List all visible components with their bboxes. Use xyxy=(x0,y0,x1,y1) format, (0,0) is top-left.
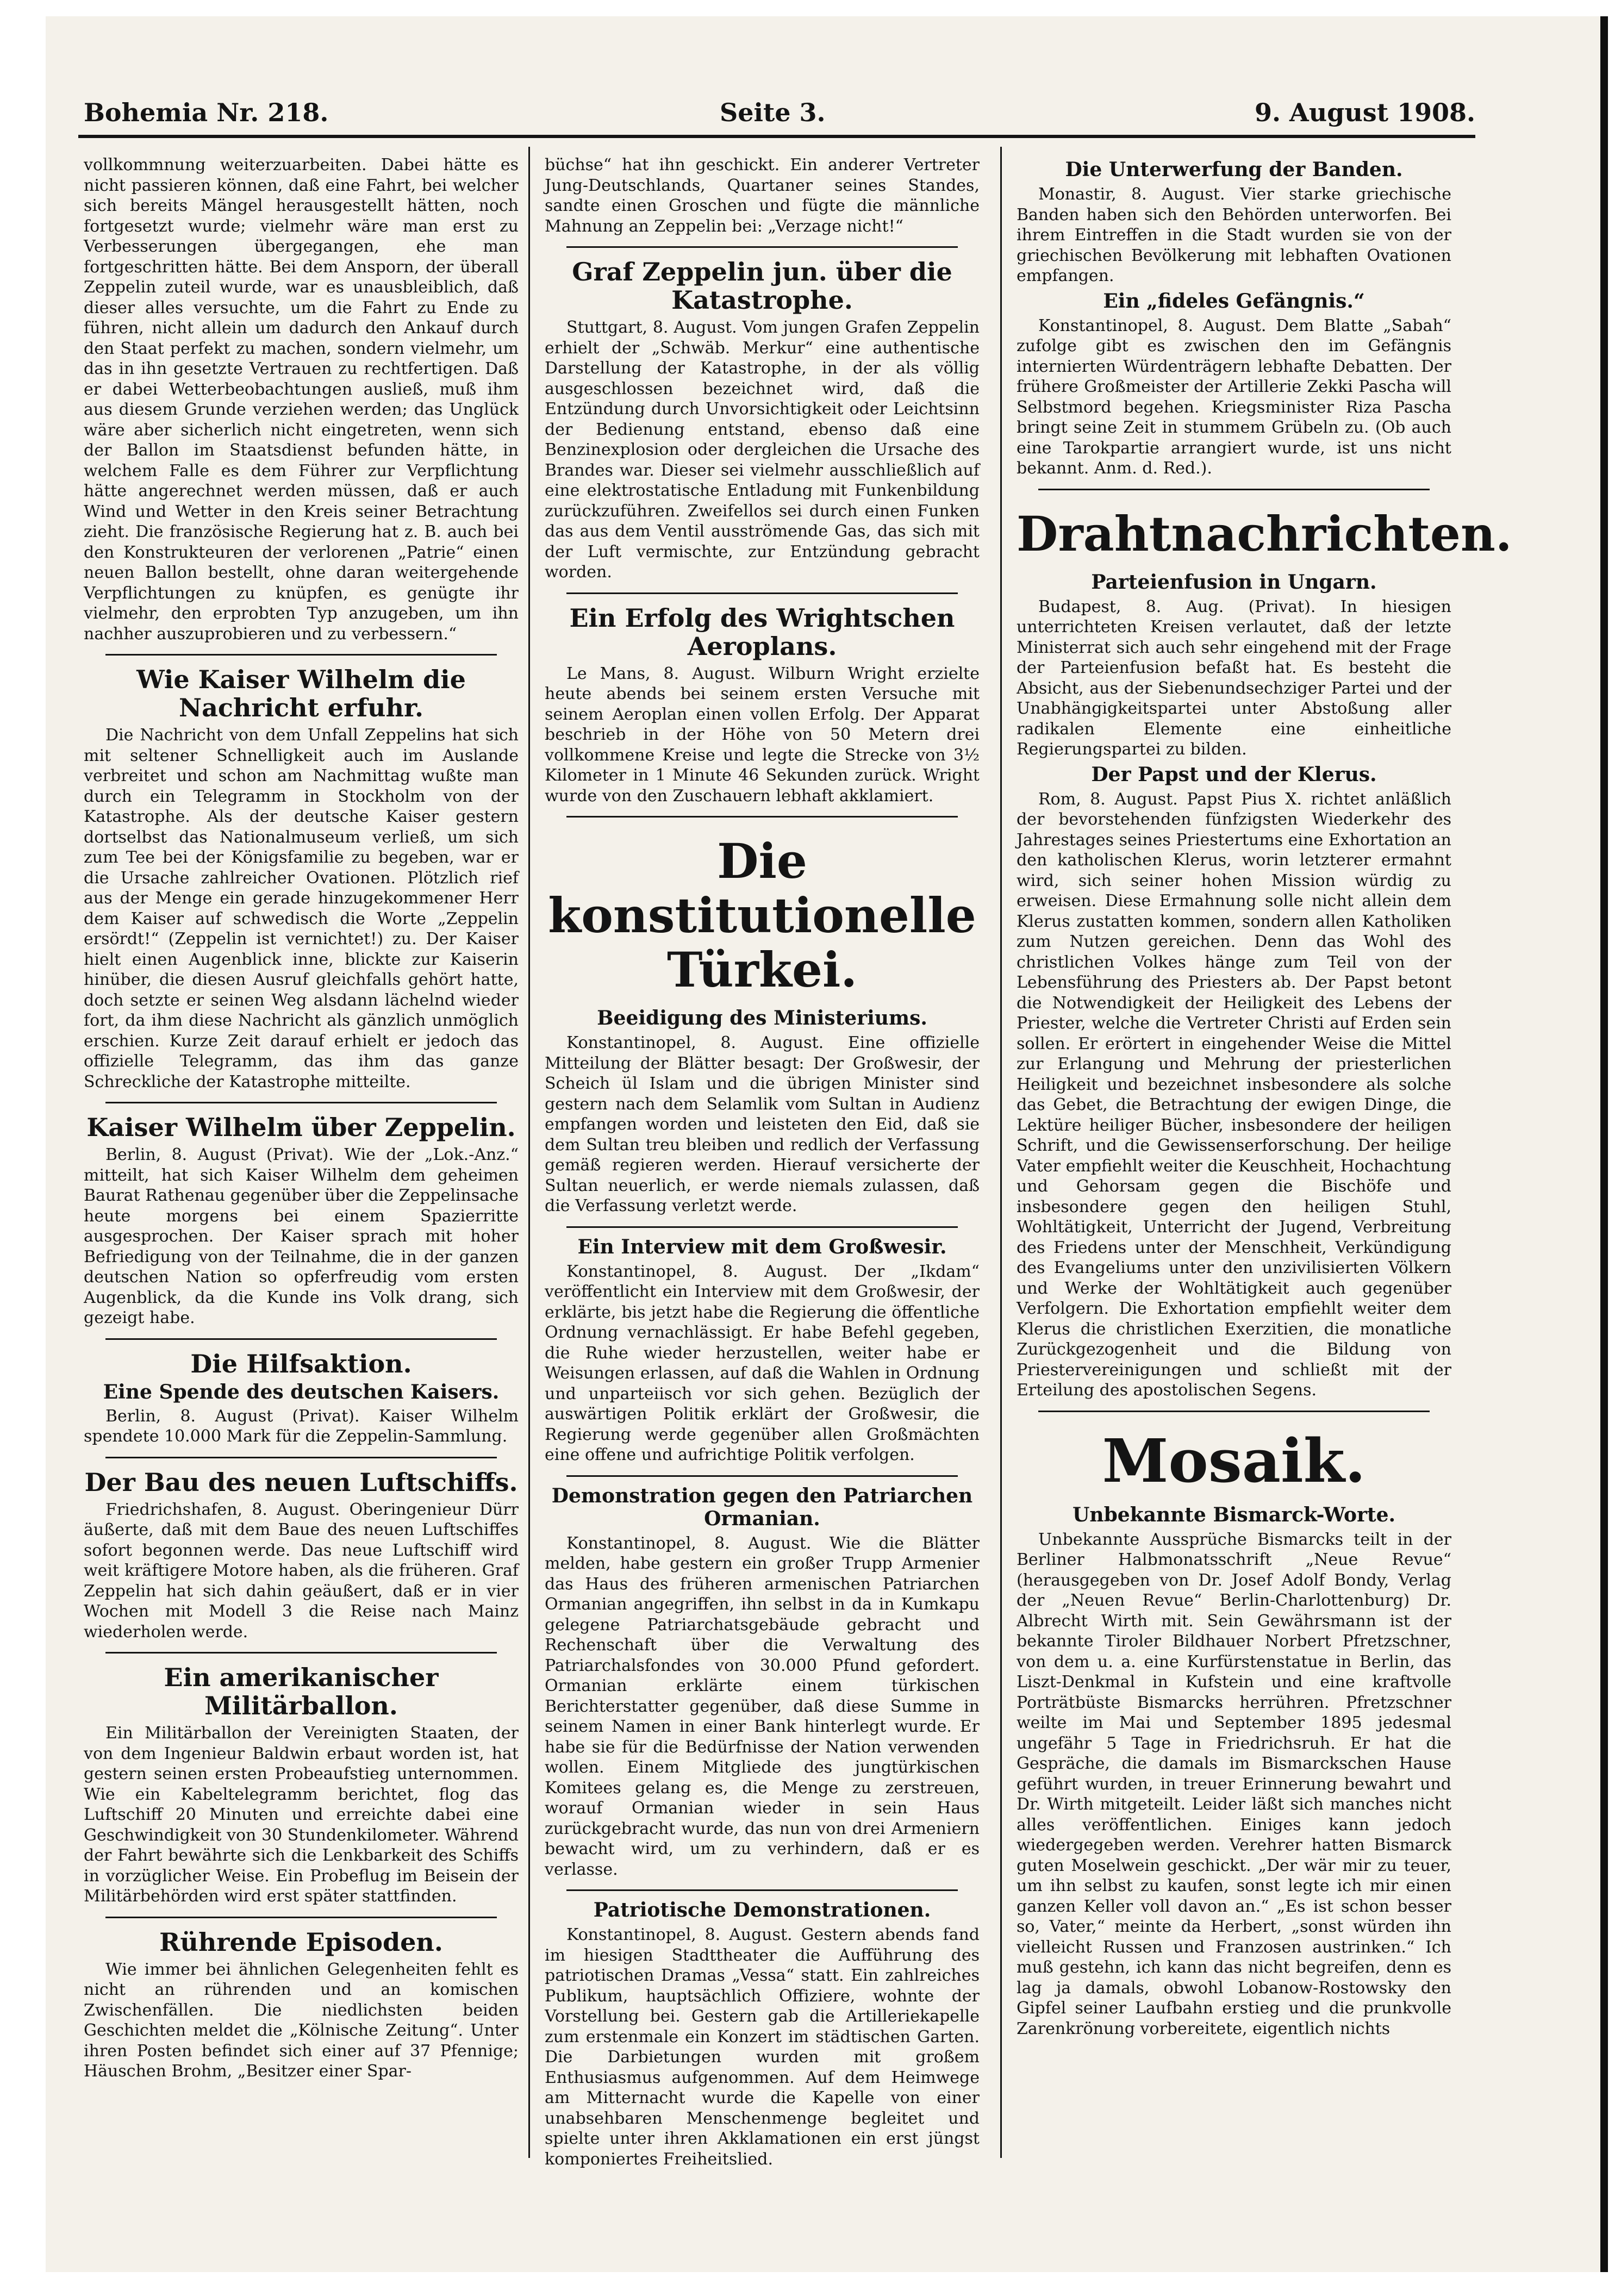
article-headline: Die Unterwerfung der Banden. xyxy=(1065,158,1403,181)
article-text: büchse“ hat ihn geschickt. Ein anderer Vertreter Jung-Deutschlands, Quartaner seines Standes, sandte einen Groschen und fügte die männliche Mahnung an Zeppelin bei: „Verzage nicht!“ xyxy=(545,155,980,236)
article-text: Wie immer bei ähnlichen Gelegenheiten fehlt es nicht an rührenden und an komischen Zwischenfällen. Die niedlichsten beiden Geschichten meldet die „Kölnische Zeitung“. Unter ihren Posten befindet sich einer auf 37 Pfennige; Häuschen Brohm, „Besitzer einer Spar- xyxy=(84,1960,519,2081)
article-separator xyxy=(566,246,958,248)
article-text: Unbekannte Aussprüche Bismarcks teilt in der Berliner Halbmonatsschrift „Neue Revue“ (herausgegeben von Dr. Josef Adolf Bondy, Verlag der „Neuen Revue“ Berlin-Charlottenburg) Dr. Albrecht Wirth mit. Sein Gewährsmann ist der bekannte Tiroler Bildhauer Norbert Pfretzschner, von dem u. a. eine Kurfürstenstatue in Berlin, das Liszt-Denkmal in Kufstein und eine kraftvolle Porträtbüste Bismarcks herrühren. Pfretzschner weilte im Mai und September 1895 jedesmal ungefähr 5 Tage in Friedrichsruh. Er hat die Gespräche, die damals im Bismarckschen Hause geführt wurden, in treuer Erinnerung bewahrt und Dr. Wirth mitgeteilt. Leider läßt sich manches nicht alles veröffentlichen. Einiges kann jedoch wiedergegeben werden. Verehrer hatten Bismarck guten Moselwein geschickt. „Der wär mir zu teuer, um ihn selbst zu kaufen, sonst legte ich mir einen ganzen Keller voll davon an.“ „Es ist schon besser so, Vater,“ meinte da Herbert, „sonst würden ihn vielleicht Russen und Franzosen austrinken.“ Ich muß gestehn, ich kann das nicht begreifen, denn es lag ja damals, obwohl Lobanow-Rostowsky den Gipfel seiner Laufbahn erstieg und die prunkvolle Zarenkrönung vorbereitete, eigentlich nichts xyxy=(1017,1530,1451,2038)
article-text: Monastir, 8. August. Vier starke griechische Banden haben sich den Behörden unterworfen. Bei ihrem Eintreffen in die Stadt wurden sie von der griechischen Bevölkerung mit lebhaften Ovationen empfangen. xyxy=(1017,185,1451,285)
article-text: Le Mans, 8. August. Wilburn Wright erzielte heute abends bei seinem ersten Versuche mit seinem Aeroplan einen vollen Erfolg. Der Apparat beschrieb in der Höhe von 50 Metern drei vollkommene Kreise und legte die Strecke von 3½ Kilometer in 1 Minute 46 Sekunden zurück. Wright wurde von den Zuschauern lebhaft akklamiert. xyxy=(545,664,980,806)
article-separator xyxy=(105,654,497,656)
column-3 xyxy=(1017,155,1512,2166)
article-headline: Unbekannte Bismarck-Worte. xyxy=(1073,1503,1395,1526)
article-headline: Ein Interview mit dem Großwesir. xyxy=(577,1235,947,1258)
article-text: Konstantinopel, 8. August. Eine offizielle Mitteilung der Blätter besagt: Der Großwesir, der Scheich ül Islam und die übrigen Minister sind gestern nach dem Selamlik vom Sultan in Audienz empfangen worden und leisteten den Eid, daß sie dem Sultan treu bleiben und redlich der Verfassung gemäß regieren werden. Hierauf versicherte der Sultan neuerlich, er werde niemals zulassen, daß die Verfassung verletzt werde. xyxy=(545,1033,980,1215)
page-number: Seite 3. xyxy=(720,98,826,127)
column-2 xyxy=(545,155,980,2169)
article-separator xyxy=(105,1652,497,1654)
article-text: Stuttgart, 8. August. Vom jungen Grafen Zeppelin erhielt der „Schwäb. Merkur“ eine authentische Darstellung der Katastrophe, in der als völlig ausgeschlossen bezeichnet wird, daß die Entzündung durch Unvorsichtigkeit oder Leichtsinn der Bedienung entstand, ebenso daß eine Benzinexplosion oder dergleichen die Ursache des Brandes war. Dieser sei vielmehr ausschließlich auf eine elektrostatische Entladung mit Funkenbildung zurückzuführen. Zweifellos sei durch einen Funken das aus dem Ventil ausströmende Gas, das sich mit der Luft vermischte, zur Entzündung gebracht worden. xyxy=(545,318,980,582)
article-headline: Parteienfusion in Ungarn. xyxy=(1091,570,1377,594)
article-text: Ein Militärballon der Vereinigten Staaten, der von dem Ingenieur Baldwin erbaut worden ist, hat gestern seinen ersten Probeaufstieg unternommen. Wie ein Kabeltelegramm berichtet, flog das Luftschiff 20 Minuten und erreichte dabei eine Geschwindigkeit von 30 Stundenkilometer. Während der Fahrt bewährte sich die Lenkbarkeit des Schiffs in vorzüglicher Weise. Ein Probeflug im Beisein der Militärbehörden wird erst später stattfinden. xyxy=(84,1724,519,1906)
header-rule xyxy=(78,135,1475,138)
article-headline: Ein Erfolg des Wrightschen Aeroplans. xyxy=(569,603,955,661)
article-separator xyxy=(566,816,958,818)
article-text: vollkommnung weiterzuarbeiten. Dabei hätte es nicht passieren können, daß eine Fahrt, bei welcher sich bereits Mängel herausgestellt hätten, noch fortgesetzt wurde; vielmehr wäre man erst zu Verbesserungen übergegangen, ehe man fortgeschritten hätte. Bei dem Ansporn, der überall Zeppelin zuteil wurde, war es unausbleiblich, daß dieser alles versuchte, um die Fahrt zu Ende zu führen, nicht allein um dadurch den Ankauf durch den Staat perfekt zu machen, sondern vielmehr, um das in ihn gesetzte Vertrauen zu rechtfertigen. Daß er dabei Wetterbeobachtungen ausließ, muß ihm aus diesem Grunde verziehen werden; das Unglück wäre aber sicherlich nicht eingetreten, wenn sich der Ballon im Staatsdienst befunden hätte, in welchem Falle es dem Führer zur Verpflichtung hätte angerechnet werden müssen, daß er auch Wind und Wetter in den Kreis seiner Betrachtung zieht. Die französische Regierung hat z. B. auch bei den Konstrukteuren der verlorenen „Patrie“ einen neuen Ballon bestellt, ohne daran weitergehende Verpflichtungen zu knüpfen, es genügte ihr vielmehr, den erprobten Typ anzugeben, um ihn nachher auszuprobieren und zu verbessern.“ xyxy=(84,155,519,644)
issue-date: 9. August 1908. xyxy=(1255,98,1475,127)
article-headline: Patriotische Demonstrationen. xyxy=(593,1899,931,1921)
article-text: Berlin, 8. August (Privat). Wie der „Lok.-Anz.“ mitteilt, hat sich Kaiser Wilhelm dem geheimen Baurat Rathenau gegenüber über die Zeppelinsache heute morgens bei einem Spazierritte ausgesprochen. Der Kaiser sprach mit hoher Befriedigung von der Teilnahme, die in der ganzen deutschen Nation so opferfreudig vom ersten Augenblick, da die Kunde ins Volk drang, sich gezeigt habe. xyxy=(84,1145,519,1327)
article-text: Die Nachricht von dem Unfall Zeppelins hat sich mit seltener Schnelligkeit auch im Auslande verbreitet und schon am Nachmittag wußte man durch ein Telegramm in Stockholm von der Katastrophe. Als der deutsche Kaiser gestern dortselbst das Nationalmuseum verließ, um sich zum Tee bei der Königsfamilie zu begeben, war er die Ursache zahlreicher Ovationen. Plötzlich rief aus der Menge ein gerade hinzugekommener Herr dem Kaiser auf schwedisch die Worte „Zeppelin ersördt!“ (Zeppelin ist vernichtet!) zu. Der Kaiser hielt einen Augenblick inne, blickte zur Kaiserin hinüber, die diesen Ausruf gleichfalls gehört hatte, doch setzte er seinen Weg alsdann lächelnd wieder fort, da ihm diese Nachricht als gänzlich unmöglich erschien. Kurze Zeit darauf erhielt er jedoch das offizielle Telegramm, das ihm das ganze Schreckliche der Katastrophe mitteilte. xyxy=(84,726,519,1091)
article-text: Budapest, 8. Aug. (Privat). In hiesigen unterrichteten Kreisen verlautet, daß der letzte Ministerrat sich auch sehr eingehend mit der Frage der Parteienfusion befaßt hat. Es besteht die Absicht, aus der Siebenundsechziger Partei und der Unabhängigkeitspartei unter Abstoßung aller radikalen Elemente eine einheitliche Regierungspartei zu bilden. xyxy=(1017,597,1451,759)
article-text: Konstantinopel, 8. August. Dem Blatte „Sabah“ zufolge gibt es zwischen den im Gefängnis internierten Würdenträgern lebhafte Debatten. Der frühere Großmeister der Artillerie Zekki Pascha will Selbstmord begehen. Kriegsminister Riza Pascha bringt seine Zeit in stummem Grübeln zu. (Ob auch eine Tarokpartie arrangiert wurde, ist uns nicht bekannt. Anm. d. Red.). xyxy=(1017,316,1451,478)
article-text: Friedrichshafen, 8. August. Oberingenieur Dürr äußerte, daß mit dem Baue des neuen Luftschiffes sofort begonnen werde. Das neue Luftschiff wird weit kräftigere Motore haben, als die früheren. Graf Zeppelin hat sich dahin geäußert, daß er in vier Wochen mit Modell 3 die Reise nach Mainz wiederholen werde. xyxy=(84,1500,519,1642)
section-heading: Mosaik. xyxy=(1102,1425,1366,1496)
article-separator xyxy=(566,1889,958,1891)
article-headline: Die Hilfsaktion. xyxy=(190,1349,412,1378)
article-headline: Kaiser Wilhelm über Zeppelin. xyxy=(86,1113,516,1142)
column-divider-2 xyxy=(1000,147,1002,2158)
article-headline: Ein „fideles Gefängnis.“ xyxy=(1103,289,1365,313)
article-headline: Demonstration gegen den Patriarchen Ormanian. xyxy=(551,1484,973,1530)
article-headline: Der Papst und der Klerus. xyxy=(1091,763,1377,786)
article-text: Rom, 8. August. Papst Pius X. richtet anläßlich der bevorstehenden fünfzigsten Wiederkehr des Jahrestages seines Priestertums eine Exhortation an den katholischen Klerus, worin letzterer ermahnt wird, sich seiner hohen Mission würdig zu erweisen. Diese Ermahnung solle nicht allein dem Klerus zustatten kommen, sondern allen Katholiken zum Nutzen gereichen. Denn das Wohl des christlichen Volkes hänge zum Teil von der Lebensführung des Priesters ab. Der Papst betont die Notwendigkeit der Heiligkeit des Lebens der Priester, welche die Vertreter Christi auf Erden sein sollen. Er erörtert in eingehender Weise die Mittel zur Erlangung und Mehrung der priesterlichen Heiligkeit und bezeichnet insbesondere als solche das Gebet, die Betrachtung der ewigen Dinge, die Lektüre heiliger Bücher, insbesondere der heiligen Schrift, und die Gewissenserforschung. Der heilige Vater empfiehlt weiter die Keuschheit, Hochachtung und Gehorsam gegen die Bischöfe und insbesondere gegen den heiligen Stuhl, Wohltätigkeit, Unterricht der Jugend, Verbreitung des Friedens unter der Menschheit, Verkündigung des Evangeliums unter den unzivilisierten Völkern und Werke der Wohltätigkeit auch gegenüber Verfolgern. Die Exhortation empfiehlt weiter dem Klerus die christlichen Exerzitien, die monatliche Zurückgezogenheit und die Bildung von Priestervereinigungen und schließt mit der Erteilung des apostolischen Segens. xyxy=(1017,789,1451,1400)
article-headline: Beeidigung des Ministeriums. xyxy=(597,1007,927,1030)
article-separator xyxy=(566,1226,958,1228)
section-heading: Drahtnachrichten. xyxy=(1017,505,1512,562)
article-headline: Graf Zeppelin jun. über die Katastrophe. xyxy=(572,257,952,315)
article-subheadline: Eine Spende des deutschen Kaisers. xyxy=(103,1380,500,1403)
article-separator xyxy=(105,1102,497,1103)
article-text: Konstantinopel, 8. August. Wie die Blätter melden, habe gestern ein großer Trupp Armenier das Haus des früheren armenischen Patriarchen Ormanian angegriffen, ihn selbst in da in Kumkapu gelegene Patriarchatsgebäude gebracht und Rechenschaft über die Verwaltung des Patriarchalsfondes von 30.000 Pfund gefordert. Ormanian erklärte einem türkischen Berichterstatter gegenüber, daß diese Summe in seinem Namen in einer Bank hinterlegt wurde. Er habe sie für die Bedürfnisse der Nation verwenden wollen. Einem Mitgliede des jungtürkischen Komitees gelang es, die Menge zu zerstreuen, worauf Ormanian wieder in sein Haus zurückgebracht wurde, das nun von drei Armeniern bewacht wird, um zu verhindern, daß er es verlasse. xyxy=(545,1533,980,1879)
article-text: Konstantinopel, 8. August. Der „Ikdam“ veröffentlicht ein Interview mit dem Großwesir, der erklärte, bis jetzt habe die Regierung die öffentliche Ordnung vernachlässigt. Er habe Befehl gegeben, die Ruhe wieder herzustellen, weiter habe er Weisungen erlassen, auf daß die Wahlen in Ordnung und unparteiisch vor sich gehen. Bezüglich der auswärtigen Politik erklärt der Großwesir, die Regierung werde gegenüber allen Großmächten eine offene und aufrichtige Politik verfolgen. xyxy=(545,1262,980,1464)
article-separator xyxy=(1038,489,1430,490)
article-separator xyxy=(566,1475,958,1477)
section-heading: Die konstitutionelle Türkei. xyxy=(548,833,976,998)
page-header xyxy=(84,98,1475,136)
column-divider-1 xyxy=(528,147,530,2158)
article-separator xyxy=(566,592,958,594)
masthead-issue: Bohemia Nr. 218. xyxy=(84,98,329,127)
article-text: Berlin, 8. August (Privat). Kaiser Wilhelm spendete 10.000 Mark für die Zeppelin-Sammlung. xyxy=(84,1406,519,1446)
article-separator xyxy=(1038,1411,1430,1412)
article-separator xyxy=(105,1338,497,1340)
article-headline: Der Bau des neuen Luftschiffs. xyxy=(84,1467,518,1497)
article-headline: Ein amerikanischer Militärballon. xyxy=(164,1663,439,1720)
column-1 xyxy=(84,155,519,2166)
article-separator xyxy=(105,1457,497,1458)
article-headline: Wie Kaiser Wilhelm die Nachricht erfuhr. xyxy=(136,665,466,722)
newspaper-page xyxy=(46,16,1608,2272)
article-separator xyxy=(105,1917,497,1918)
article-text: Konstantinopel, 8. August. Gestern abends fand im hiesigen Stadttheater die Aufführung des patriotischen Dramas „Vessa“ statt. Ein zahlreiches Publikum, hauptsächlich Offiziere, wohnte der Vorstellung bei. Gestern gab die Artilleriekapelle zum erstenmale ein Konzert im städtischen Garten. Die Darbietungen wurden mit großem Enthusiasmus aufgenommen. Auf dem Heimwege am Mitternacht wurde die Kapelle von einer unabsehbaren Menschenmenge begleitet und spielte unter ihren Akklamationen ein erst jüngst komponiertes Freiheitslied. xyxy=(545,1925,980,2169)
article-headline: Rührende Episoden. xyxy=(159,1927,443,1957)
